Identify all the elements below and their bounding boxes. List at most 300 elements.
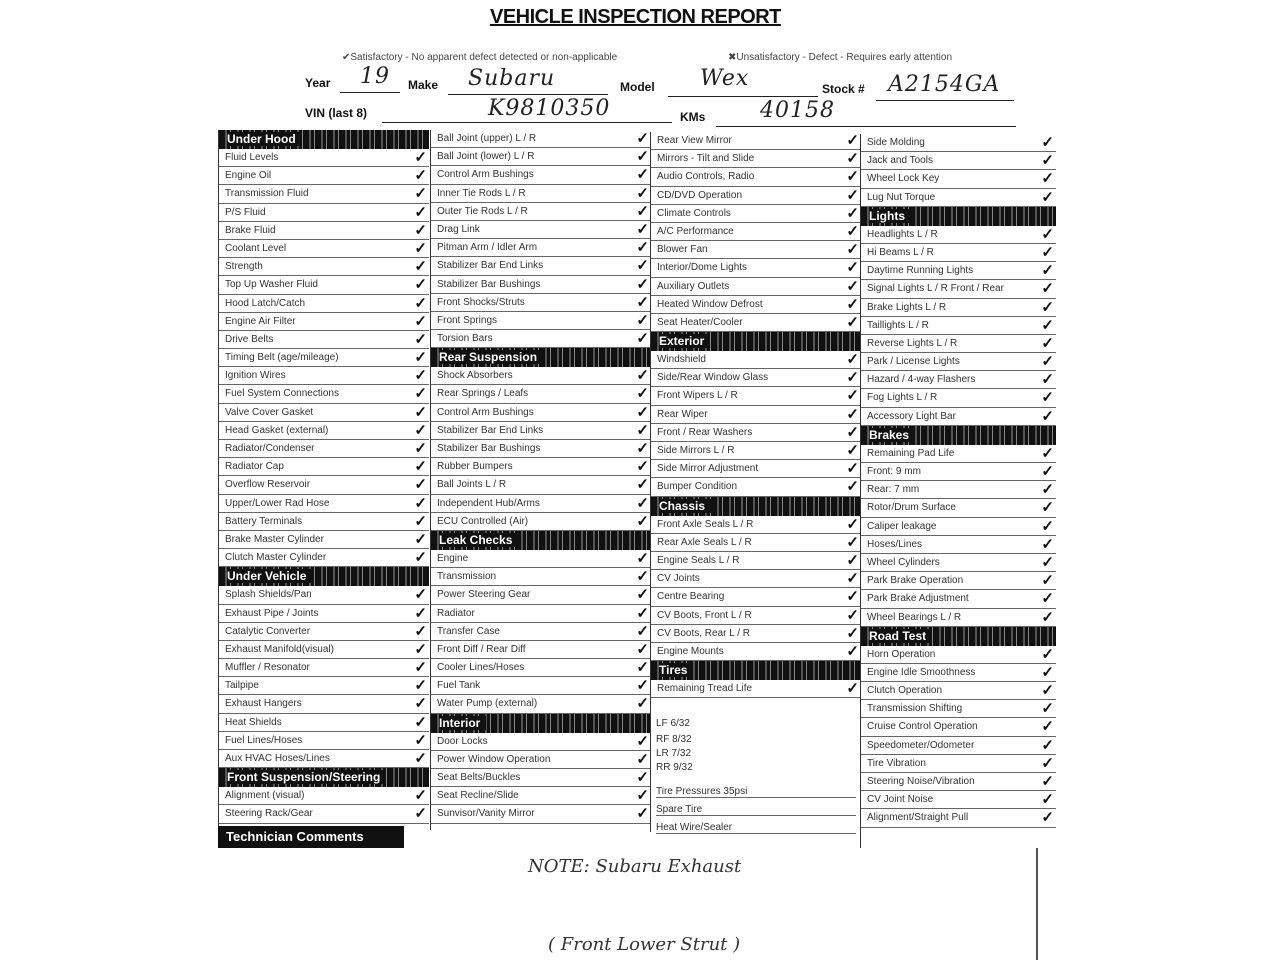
checkmark-icon[interactable]: ✓ [636,494,649,512]
checkmark-icon[interactable]: ✓ [636,367,649,385]
checklist-row[interactable] [219,805,429,823]
checkmark-icon[interactable]: ✓ [414,787,427,805]
checkmark-icon[interactable]: ✓ [414,258,427,276]
checklist-row[interactable] [651,387,861,405]
checkmark-icon[interactable]: ✓ [414,349,427,367]
checkmark-icon[interactable]: ✓ [846,405,859,423]
checklist-row[interactable] [861,408,1056,426]
checkmark-icon[interactable]: ✓ [636,604,649,622]
checkmark-icon[interactable]: ✓ [636,458,649,476]
checklist-row[interactable] [651,478,861,496]
checklist-item-label: Engine Seals L / R [657,554,740,566]
checklist-row[interactable] [431,385,651,403]
checkmark-icon[interactable]: ✓ [636,586,649,604]
checklist-row[interactable] [651,680,861,698]
checkmark-icon[interactable]: ✓ [636,512,649,530]
checklist-row[interactable] [219,750,429,768]
checklist-row[interactable] [861,463,1056,481]
checkmark-icon[interactable]: ✓ [846,259,859,277]
checklist-row[interactable] [651,150,861,168]
checkmark-icon[interactable]: ✓ [636,202,649,220]
checklist-item-label: Stabilizer Bar End Links [437,260,544,272]
checkmark-icon[interactable]: ✓ [636,184,649,202]
checklist-row[interactable] [431,221,651,239]
checkmark-icon[interactable]: ✓ [846,241,859,259]
checklist-row[interactable] [219,349,429,367]
checkmark-icon[interactable]: ✓ [1041,590,1054,608]
checkmark-icon[interactable]: ✓ [636,220,649,238]
checkmark-icon[interactable]: ✓ [846,515,859,533]
checklist-row[interactable] [651,168,861,186]
section-header [861,207,1056,226]
checklist-row[interactable] [861,499,1056,517]
checkmark-icon[interactable]: ✓ [1041,517,1054,535]
checklist-row[interactable] [219,331,429,349]
checklist-row[interactable] [861,755,1056,773]
checklist-row[interactable] [219,404,429,422]
checklist-row[interactable] [861,445,1056,463]
checklist-row[interactable] [431,294,651,312]
checklist-row[interactable] [651,259,861,277]
checkmark-icon[interactable]: ✓ [1041,225,1054,243]
checklist-row[interactable] [431,751,651,769]
checklist-row[interactable] [861,280,1056,298]
checklist-row[interactable] [651,351,861,369]
checkmark-icon[interactable]: ✓ [846,222,859,240]
checklist-row[interactable] [219,659,429,677]
checkmark-icon[interactable]: ✓ [1041,535,1054,553]
checkmark-icon[interactable]: ✓ [636,239,649,257]
checklist-row[interactable] [431,623,651,641]
checkmark-icon[interactable]: ✓ [1041,262,1054,280]
checkmark-icon[interactable]: ✓ [846,423,859,441]
checkmark-icon[interactable]: ✓ [846,387,859,405]
checklist-row[interactable] [861,809,1056,827]
checkmark-icon[interactable]: ✓ [414,203,427,221]
checklist-row[interactable] [219,204,429,222]
checklist-row[interactable] [431,130,651,148]
checklist-row[interactable] [861,718,1056,736]
checkmark-icon[interactable]: ✓ [1041,170,1054,188]
checklist-row[interactable] [651,187,861,205]
checklist-row[interactable] [219,458,429,476]
checklist-item-label: Torsion Bars [437,333,493,345]
checklist-item-label: Pitman Arm / Idler Arm [437,242,538,254]
checkmark-icon[interactable]: ✓ [1041,809,1054,827]
checklist-row[interactable] [219,167,429,185]
section-header [651,332,861,351]
checklist-row[interactable] [219,732,429,750]
checkmark-icon[interactable]: ✓ [636,677,649,695]
checkmark-icon[interactable]: ✓ [1041,700,1054,718]
checklist-row[interactable] [861,189,1056,207]
checklist-row[interactable] [651,442,861,460]
checkmark-icon[interactable]: ✓ [414,276,427,294]
checkmark-icon[interactable]: ✓ [846,533,859,551]
checkmark-icon[interactable]: ✓ [414,239,427,257]
checkmark-icon[interactable]: ✓ [414,385,427,403]
checkmark-icon[interactable]: ✓ [846,277,859,295]
checklist-row[interactable] [431,677,651,695]
checklist-row[interactable] [219,641,429,659]
checkmark-icon[interactable]: ✓ [846,132,859,149]
checkmark-icon[interactable]: ✓ [636,130,649,147]
checklist-row[interactable] [431,276,651,294]
checklist-row[interactable] [431,148,651,166]
checkmark-icon[interactable]: ✓ [414,659,427,677]
checkmark-icon[interactable]: ✓ [636,622,649,640]
checkmark-icon[interactable]: ✓ [846,150,859,168]
checkmark-icon[interactable]: ✓ [846,570,859,588]
checkmark-icon[interactable]: ✓ [414,750,427,767]
checklist-row[interactable] [219,367,429,385]
checklist-row[interactable] [651,534,861,552]
checklist-row[interactable] [651,241,861,259]
checklist-row[interactable] [431,568,651,586]
checkmark-icon[interactable]: ✓ [636,732,649,750]
checkmark-icon[interactable]: ✓ [414,494,427,512]
checklist-row[interactable] [861,353,1056,371]
checkmark-icon[interactable]: ✓ [414,167,427,185]
checklist-item-label: Jack and Tools [867,155,933,167]
checklist-row[interactable] [431,330,651,348]
checklist-row[interactable] [861,664,1056,682]
checklist-row[interactable] [861,590,1056,608]
checklist-row[interactable] [651,424,861,442]
checkmark-icon[interactable]: ✓ [414,640,427,658]
checklist-item-label: Exhaust Manifold(visual) [225,643,334,655]
checkmark-icon[interactable]: ✓ [636,275,649,293]
checklist-row[interactable] [219,677,429,695]
checklist-row[interactable] [431,586,651,604]
checklist-item-label: Clutch Master Cylinder [225,552,327,564]
checkmark-icon[interactable]: ✓ [1041,334,1054,352]
checkmark-icon[interactable]: ✓ [636,440,649,457]
checklist-row[interactable] [219,495,429,513]
checkmark-icon[interactable]: ✓ [1041,407,1054,425]
checklist-row[interactable] [431,550,651,568]
checkmark-icon[interactable]: ✓ [414,440,427,457]
checkmark-icon[interactable]: ✓ [846,351,859,369]
checkmark-icon[interactable]: ✓ [846,588,859,606]
checklist-row[interactable] [219,549,429,567]
checkmark-icon[interactable]: ✓ [636,311,649,329]
checklist-item-label: Wheel Lock Key [867,173,940,185]
checklist-row[interactable] [219,240,429,258]
checkmark-icon[interactable]: ✓ [636,476,649,494]
checklist-item-label: Front Springs [437,314,498,326]
checklist-row[interactable] [431,695,651,713]
checklist-row[interactable] [861,299,1056,317]
checkmark-icon[interactable]: ✓ [414,677,427,695]
checklist-row[interactable] [861,244,1056,262]
checklist-row[interactable] [861,371,1056,389]
section-header [861,426,1056,445]
checklist-row[interactable] [219,276,429,294]
checklist-row[interactable] [431,367,651,385]
checklist-item-label: Climate Controls [657,207,731,219]
checklist-row[interactable] [861,646,1056,664]
checkmark-icon[interactable]: ✓ [1041,572,1054,590]
checklist-row[interactable] [651,643,861,661]
checklist-row[interactable] [219,440,429,458]
checkmark-icon[interactable]: ✓ [1041,663,1054,681]
checklist-row[interactable] [861,737,1056,755]
checklist-row[interactable] [431,458,651,476]
checkmark-icon[interactable]: ✓ [636,750,649,768]
checklist-item-label: Lug Nut Torque [867,191,936,203]
checklist-row[interactable] [219,787,429,805]
checklist-row[interactable] [861,226,1056,244]
checkmark-icon[interactable]: ✓ [846,606,859,624]
checklist-row[interactable] [651,369,861,387]
checklist-item-label: Side/Rear Window Glass [657,372,769,384]
checklist-row[interactable] [219,513,429,531]
checklist-row[interactable] [431,440,651,458]
checklist-item-label: Outer Tie Rods L / R [437,205,528,217]
checkmark-icon[interactable]: ✓ [636,549,649,567]
checklist-row[interactable] [651,278,861,296]
section-title: Road Test [869,629,932,643]
checklist-row[interactable] [219,422,429,440]
checkmark-icon[interactable]: ✓ [1041,791,1054,809]
checklist-row[interactable] [651,588,861,606]
checklist-row[interactable] [219,385,429,403]
checklist-row[interactable] [651,625,861,643]
checkmark-icon[interactable]: ✓ [1041,316,1054,334]
checklist-row[interactable] [861,317,1056,335]
checkmark-icon[interactable]: ✓ [1041,499,1054,517]
vin-value: K9810350 [488,96,611,121]
checkmark-icon[interactable]: ✓ [846,551,859,569]
checkmark-icon[interactable]: ✓ [1041,682,1054,700]
checkmark-icon[interactable]: ✓ [414,622,427,640]
checkmark-icon[interactable]: ✓ [1041,553,1054,571]
checklist-row[interactable] [431,641,651,659]
checkmark-icon[interactable]: ✓ [846,624,859,642]
checkmark-icon[interactable]: ✓ [1041,243,1054,261]
checklist-row[interactable] [861,481,1056,499]
checkmark-icon[interactable]: ✓ [414,731,427,749]
checkmark-icon[interactable]: ✓ [414,586,427,604]
checklist-row[interactable] [431,605,651,623]
checkmark-icon[interactable]: ✓ [1041,773,1054,790]
checkmark-icon[interactable]: ✓ [636,385,649,403]
checklist-row[interactable] [219,258,429,276]
checkmark-icon[interactable]: ✓ [636,166,649,184]
checkmark-icon[interactable]: ✓ [1041,608,1054,626]
checkmark-icon[interactable]: ✓ [1041,152,1054,170]
checkmark-icon[interactable]: ✓ [1041,298,1054,316]
checkmark-icon[interactable]: ✓ [414,403,427,421]
checklist-row[interactable] [431,166,651,184]
checklist-row[interactable] [861,700,1056,718]
checklist-row[interactable] [651,607,861,625]
checklist-row[interactable] [219,695,429,713]
checkmark-icon[interactable]: ✓ [636,148,649,166]
checklist-row[interactable] [651,205,861,223]
checkmark-icon[interactable]: ✓ [414,530,427,548]
checklist-row[interactable] [861,152,1056,170]
checkmark-icon[interactable]: ✓ [1041,353,1054,371]
checkmark-icon[interactable]: ✓ [1041,389,1054,407]
checkmark-icon[interactable]: ✓ [846,295,859,313]
checklist-row[interactable] [431,404,651,422]
checkmark-icon[interactable]: ✓ [636,787,649,805]
checklist-item-label: Alignment (visual) [225,790,305,802]
checklist-row[interactable] [651,516,861,534]
checkmark-icon[interactable]: ✓ [636,403,649,421]
checkmark-icon[interactable]: ✓ [846,186,859,204]
checkmark-icon[interactable]: ✓ [414,476,427,494]
checklist-column-1 [218,130,429,826]
checklist-row[interactable] [651,314,861,332]
make-label: Make [408,78,439,92]
checkmark-icon[interactable]: ✓ [1041,371,1054,389]
checklist-item-label: Timing Belt (age/mileage) [225,352,339,364]
checkmark-icon[interactable]: ✓ [846,460,859,478]
checklist-row[interactable] [861,791,1056,809]
checklist-item-label: Brake Fluid [225,224,276,236]
checkmark-icon[interactable]: ✓ [414,312,427,330]
checkmark-icon[interactable]: ✓ [414,549,427,567]
checkmark-icon[interactable]: ✓ [414,149,427,166]
checklist-row[interactable] [431,805,651,823]
checkmark-icon[interactable]: ✓ [636,659,649,677]
checklist-row[interactable] [651,223,861,241]
checkmark-icon[interactable]: ✓ [414,367,427,385]
checklist-row[interactable] [861,554,1056,572]
checklist-row[interactable] [651,296,861,314]
checklist-item-label: Ignition Wires [225,370,286,382]
checkmark-icon[interactable]: ✓ [636,293,649,311]
checklist-row[interactable] [219,295,429,313]
checklist-row[interactable] [861,389,1056,407]
checklist-row[interactable] [861,609,1056,627]
checklist-row[interactable] [219,185,429,203]
checkmark-icon[interactable]: ✓ [1041,754,1054,772]
checklist-row[interactable] [861,518,1056,536]
checkmark-icon[interactable]: ✓ [1041,134,1054,151]
checklist-row[interactable] [861,335,1056,353]
kms-label: KMs [680,110,706,124]
checklist-item-label: Rear View Mirror [657,135,732,146]
checklist-row[interactable] [431,787,651,805]
checklist-row[interactable] [431,203,651,221]
checklist-row[interactable] [651,570,861,588]
checklist-row[interactable] [431,495,651,513]
checkmark-icon[interactable]: ✓ [1041,718,1054,736]
checkmark-icon[interactable]: ✓ [414,221,427,239]
checkmark-icon[interactable]: ✓ [414,294,427,312]
checklist-row[interactable] [219,605,429,623]
checkmark-icon[interactable]: ✓ [846,642,859,660]
checklist-item-label: Radiator/Condenser [225,443,315,454]
checkmark-icon[interactable]: ✓ [414,185,427,203]
checklist-row[interactable] [861,572,1056,590]
checkmark-icon[interactable]: ✓ [846,168,859,186]
checklist-row[interactable] [861,170,1056,188]
checkmark-icon[interactable]: ✓ [636,330,649,348]
checklist-item-label: Rotor/Drum Surface [867,502,956,514]
checklist-row[interactable] [219,623,429,641]
checklist-row[interactable] [431,476,651,494]
checkmark-icon[interactable]: ✓ [414,805,427,823]
checkmark-icon[interactable]: ✓ [414,604,427,622]
checkmark-icon[interactable]: ✓ [636,257,649,275]
checkmark-icon[interactable]: ✓ [414,458,427,476]
checkmark-icon[interactable]: ✓ [846,369,859,387]
checklist-row[interactable] [431,257,651,275]
checkmark-icon[interactable]: ✓ [636,805,649,823]
checkmark-icon[interactable]: ✓ [636,695,649,713]
checklist-row[interactable] [861,773,1056,791]
checklist-row[interactable] [861,262,1056,280]
checklist-row[interactable] [651,552,861,570]
checklist-row[interactable] [431,733,651,751]
checklist-row[interactable] [431,513,651,531]
checklist-item-label: Engine Air Filter [225,315,296,327]
checklist-row[interactable] [219,222,429,240]
checkmark-icon[interactable]: ✓ [414,713,427,731]
checklist-row[interactable] [861,134,1056,152]
checklist-row[interactable] [861,536,1056,554]
checkmark-icon[interactable]: ✓ [1041,280,1054,298]
checkmark-icon[interactable]: ✓ [636,421,649,439]
checkmark-icon[interactable]: ✓ [1041,444,1054,462]
checklist-row[interactable] [219,313,429,331]
checklist-row[interactable] [431,659,651,677]
checkmark-icon[interactable]: ✓ [1041,481,1054,499]
checkmark-icon[interactable]: ✓ [846,680,859,698]
checkmark-icon[interactable]: ✓ [1041,645,1054,663]
checklist-row[interactable] [651,460,861,478]
checklist-item-label: Ball Joint (lower) L / R [437,151,535,163]
checkmark-icon[interactable]: ✓ [1041,463,1054,480]
checklist-row[interactable] [219,149,429,167]
checklist-row[interactable] [219,476,429,494]
checklist-row[interactable] [431,769,651,787]
checklist-item-label: Caliper leakage [867,520,937,532]
checkmark-icon[interactable]: ✓ [414,512,427,530]
checklist-row[interactable] [219,531,429,549]
checklist-row[interactable] [219,586,429,604]
checklist-item-label: Valve Cover Gasket [225,406,314,418]
checklist-row[interactable] [861,682,1056,700]
checkmark-icon[interactable]: ✓ [636,568,649,586]
legend-satisfactory: ✔Satisfactory - No apparent defect detected or non-applicable [342,52,618,63]
checkmark-icon[interactable]: ✓ [636,640,649,658]
checkmark-icon[interactable]: ✓ [846,442,859,459]
checklist-row[interactable] [431,312,651,330]
checkmark-icon[interactable]: ✓ [1041,736,1054,754]
checklist-item-label: Signal Lights L / R Front / Rear [867,283,1004,295]
checklist-row[interactable] [431,239,651,257]
checkmark-icon[interactable]: ✓ [1041,188,1054,206]
checkmark-icon[interactable]: ✓ [414,330,427,348]
checkmark-icon[interactable]: ✓ [846,478,859,496]
checkmark-icon[interactable]: ✓ [846,313,859,331]
checkmark-icon[interactable]: ✓ [636,769,649,786]
checklist-row[interactable] [651,406,861,424]
checklist-row[interactable] [219,714,429,732]
checkmark-icon[interactable]: ✓ [414,695,427,713]
checkmark-icon[interactable]: ✓ [846,204,859,222]
checklist-row[interactable] [651,132,861,150]
checklist-row[interactable] [431,185,651,203]
checkmark-icon[interactable]: ✓ [414,421,427,439]
checklist-row[interactable] [431,422,651,440]
